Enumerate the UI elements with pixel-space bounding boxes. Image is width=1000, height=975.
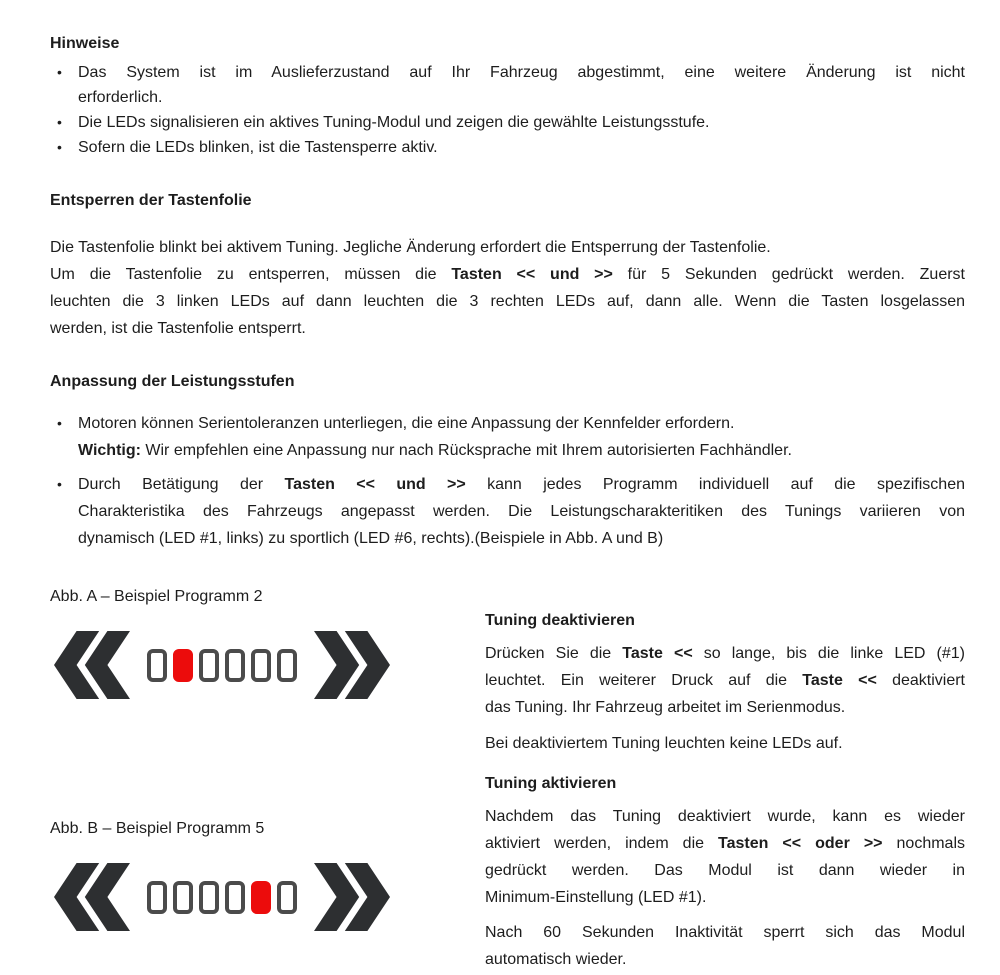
double-chevron-right-icon: [314, 631, 390, 699]
hinweise-bullet-2-text: Die LEDs signalisieren ein aktives Tuning-Modul und zeigen die gewählte Leistungsstufe.: [78, 114, 710, 131]
hinweise-bullet-2: [50, 110, 965, 135]
anpassung-bullet-1: [50, 410, 965, 464]
entsperren-para-2: Um die Tastenfolie zu entsperren, müssen die Tasten << und >> für 5 Sekunden gedrückt werden. Zuerst leuchten die 3 linken LEDs auf dann leuchten die 3 rechten LEDs auf, dann alle. Wenn die Tasten losgelassen werden, ist die Tastenfolie entsperrt.: [50, 266, 965, 337]
hinweise-bullet-list: [50, 60, 965, 160]
led-5-active: [251, 881, 271, 914]
entsperren-paragraphs: [50, 234, 965, 342]
led-6: [277, 881, 297, 914]
instructions-column: [485, 574, 965, 973]
led-strip-b: [147, 881, 297, 914]
tuning-aktivieren-para-2: Nach 60 Sekunden Inaktivität sperrt sich das Modul automatisch wieder.: [485, 924, 965, 968]
tuning-deaktivieren-heading: Tuning deaktivieren: [485, 612, 635, 629]
figure-b-led-panel: [54, 863, 485, 931]
led-strip-a: [147, 649, 297, 682]
bullet-icon: •: [57, 64, 62, 80]
hinweise-bullet-3-text: Sofern die LEDs blinken, ist die Tastensperre aktiv.: [78, 139, 438, 156]
anpassung-heading: Anpassung der Leistungsstufen: [50, 373, 295, 390]
led-6: [277, 649, 297, 682]
double-chevron-left-icon: [54, 631, 130, 699]
anpassung-bullet-1-text: Motoren können Serientoleranzen unterliegen, die eine Anpassung der Kennfelder erfordern. Wichtig: Wir empfehlen eine Anpassung nur nach Rücksprache mit Ihrem autorisierten Fachhändler.: [78, 415, 792, 459]
entsperren-heading: Entsperren der Tastenfolie: [50, 192, 252, 209]
double-chevron-right-icon: [314, 863, 390, 931]
double-chevron-left-icon: [54, 863, 130, 931]
tuning-deaktivieren-para-2: Bei deaktiviertem Tuning leuchten keine LEDs auf.: [485, 735, 843, 752]
led-5: [251, 649, 271, 682]
led-4: [225, 649, 245, 682]
anpassung-bullet-2: [50, 471, 965, 552]
figures-and-instructions: [50, 574, 965, 973]
bullet-icon: •: [57, 139, 62, 155]
tuning-deaktivieren-para-1: Drücken Sie die Taste << so lange, bis die linke LED (#1) leuchtet. Ein weiterer Druck auf die Taste << deaktiviert das Tuning. Ihr Fahrzeug arbeitet im Serienmodus.: [485, 645, 965, 716]
led-4: [225, 881, 245, 914]
led-3: [199, 881, 219, 914]
figure-a-label: Abb. A – Beispiel Programm 2: [50, 588, 263, 605]
bullet-icon: •: [57, 415, 62, 431]
led-1: [147, 649, 167, 682]
anpassung-bullet-list: [50, 410, 965, 552]
hinweise-heading: Hinweise: [50, 35, 120, 52]
figure-a-led-panel: [54, 631, 485, 699]
bullet-icon: •: [57, 114, 62, 130]
hinweise-bullet-3: [50, 135, 965, 160]
entsperren-para-1: Die Tastenfolie blinkt bei aktivem Tuning. Jegliche Änderung erfordert die Entsperrung der Tastenfolie.: [50, 239, 771, 256]
hinweise-bullet-1-text: Das System ist im Auslieferzustand auf Ihr Fahrzeug abgestimmt, eine weitere Änderung ist nicht erforderlich.: [78, 64, 965, 106]
led-2: [173, 881, 193, 914]
tuning-aktivieren-heading: Tuning aktivieren: [485, 775, 617, 792]
hinweise-bullet-1: [50, 60, 965, 110]
tuning-aktivieren-para-1: Nachdem das Tuning deaktiviert wurde, kann es wieder aktiviert werden, indem die Tasten << oder >> nochmals gedrückt werden. Das Modul ist dann wieder in Minimum-Einstellung (LED #1).: [485, 808, 966, 906]
anpassung-bullet-2-text: Durch Betätigung der Tasten << und >> kann jedes Programm individuell auf die spezifischen Charakteristika des Fahrzeugs angepasst werden. Die Leistungscharakteritiken des Tunings variieren von dynamisch (LED #1, links) zu sportlich (LED #6, rechts).(Beispiele in Abb. A und B): [78, 476, 965, 547]
section-hinweise: [50, 30, 965, 160]
figures-column: [50, 574, 485, 973]
led-3: [199, 649, 219, 682]
led-2-active: [173, 649, 193, 682]
figure-b-label: Abb. B – Beispiel Programm 5: [50, 820, 265, 837]
bullet-icon: •: [57, 476, 62, 492]
led-1: [147, 881, 167, 914]
